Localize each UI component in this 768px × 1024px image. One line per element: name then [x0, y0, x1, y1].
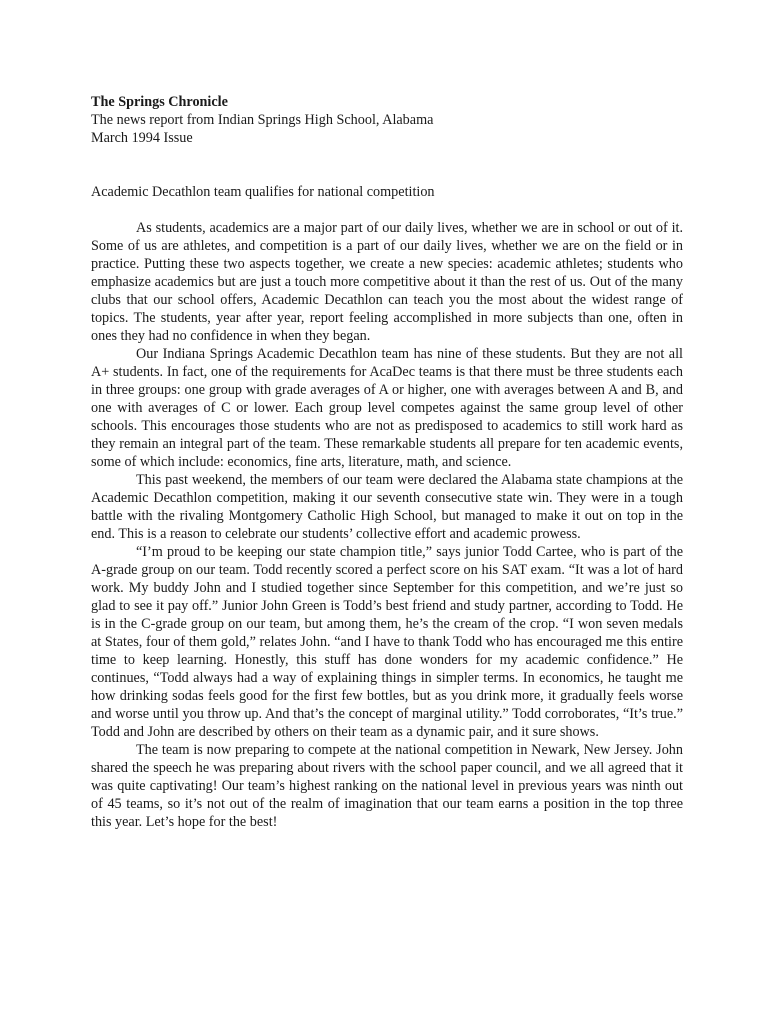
issue-date: March 1994 Issue	[91, 130, 193, 146]
newspaper-subtitle: The news report from Indian Springs High School, Alabama	[91, 112, 434, 128]
masthead	[91, 93, 683, 147]
article-body	[91, 219, 683, 831]
article-paragraph-3: This past weekend, the members of our team were declared the Alabama state champions at the Academic Decathlon competition, making it our seventh consecutive state win. They were in a tough battle with the rivaling Montgomery Catholic High School, but managed to make it out on top in the end. This is a reason to celebrate our students’ collective effort and academic prowess.	[91, 472, 683, 542]
article-paragraph-2: Our Indiana Springs Academic Decathlon team has nine of these students. But they are not all A+ students. In fact, one of the requirements for AcaDec teams is that there must be three students each in three groups: one group with grade averages of A or higher, one with averages between A and B, and one with averages of C or lower. Each group level competes against the same group level of other schools. This encourages those students who are not as predisposed to academics to still work hard as they remain an integral part of the team. These remarkable students all prepare for ten academic events, some of which include: economics, fine arts, literature, math, and science.	[91, 346, 683, 470]
article-paragraph-4: “I’m proud to be keeping our state champion title,” says junior Todd Cartee, who is part of the A-grade group on our team. Todd recently scored a perfect score on his SAT exam. “It was a lot of hard work. My buddy John and I studied together since September for this competition, and we’re just so glad to see it pay off.” Junior John Green is Todd’s best friend and study partner, according to Todd. He is in the C-grade group on our team, but among them, he’s the cream of the crop. “I won seven medals at States, four of them gold,” relates John. “and I have to thank Todd who has encouraged me this entire time to keep learning. Honestly, this stuff has done wonders for my academic confidence.” He continues, “Todd always had a way of explaining things in simpler terms. In economics, he taught me how drinking sodas feels good for the first few bottles, but as you drink more, it gradually feels worse and worse until you throw up. And that’s the concept of marginal utility.” Todd corroborates, “It’s true.” Todd and John are described by others on their team as a dynamic pair, and it sure shows.	[91, 544, 683, 740]
newspaper-title: The Springs Chronicle	[91, 94, 228, 110]
document-page	[91, 93, 683, 831]
article-paragraph-1: As students, academics are a major part of our daily lives, whether we are in school or out of it. Some of us are athletes, and competition is a part of our daily lives, whether we are on the field or in practice. Putting these two aspects together, we create a new species: academic athletes; students who emphasize academics but are just a touch more competitive about it than the rest of us. Out of the many clubs that our school offers, Academic Decathlon can teach you the most about the widest range of topics. The students, year after year, report feeling accomplished in more subjects than one, often in ones they had no confidence in when they began.	[91, 220, 683, 344]
article-paragraph-5: The team is now preparing to compete at the national competition in Newark, New Jersey. John shared the speech he was preparing about rivers with the school paper council, and we all agreed that it was quite captivating! Our team’s highest ranking on the national level in previous years was ninth out of 45 teams, so it’s not out of the realm of imagination that our team earns a position in the top three this year. Let’s hope for the best!	[91, 742, 683, 830]
article-headline: Academic Decathlon team qualifies for national competition	[91, 184, 435, 200]
